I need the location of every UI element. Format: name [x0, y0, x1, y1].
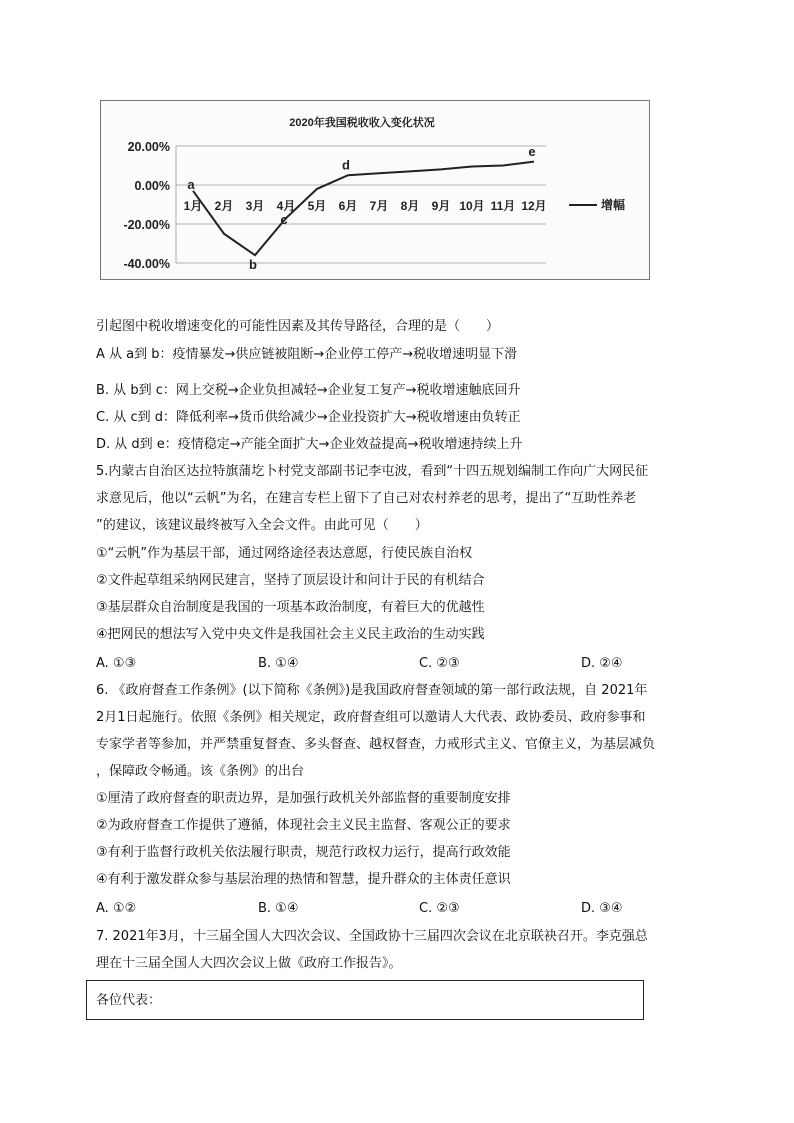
q6-stem-line: 专家学者等参加，并严禁重复督查、多头督查、越权督查，力戒形式主义、官僚主义，为基层减负 — [96, 737, 656, 752]
q5-item: ①“云帆”作为基层干部，通过网络途径表达意愿，行使民族自治权 — [96, 546, 473, 561]
point-label: b — [249, 256, 257, 272]
x-tick-label: 12月 — [521, 199, 547, 213]
q6-choice-d: D. ③④ — [581, 901, 623, 916]
q4-option-b: B. 从 b到 c：网上交税→企业负担减轻→企业复工复产→税收增速触底回升 — [96, 383, 521, 398]
y-tick-label: 0.00% — [134, 179, 170, 193]
x-tick-label: 4月 — [276, 199, 296, 213]
q5-item: ④把网民的想法写入党中央文件是我国社会主义民主政治的生动实践 — [96, 627, 485, 642]
q5-stem-line: 求意见后，他以“云帆”为名，在建言专栏上留下了自己对农村养老的思考，提出了“互助性养老 — [96, 491, 637, 506]
q6-item: ③有利于监督行政机关依法履行职责，规范行政权力运行，提高行政效能 — [96, 845, 511, 860]
q6-stem-line: ，保障政令畅通。该《条例》的出台 — [96, 764, 305, 779]
y-tick-label: -40.00% — [123, 257, 170, 271]
q4-stem: 引起图中税收增速变化的可能性因素及其传导路径，合理的是（ ） — [96, 319, 500, 334]
q6-choice-a: A. ①② — [96, 901, 137, 916]
q5-choice-c: C. ②③ — [419, 656, 460, 671]
point-label: e — [528, 143, 536, 159]
x-tick-label: 11月 — [490, 199, 516, 213]
q6-item: ①厘清了政府督查的职责边界，是加强行政机关外部监督的重要制度安排 — [96, 791, 511, 806]
x-tick-label: 8月 — [400, 199, 420, 213]
q5-choice-a: A. ①③ — [96, 656, 137, 671]
q6-stem-line: 2月1日起施行。依照《条例》相关规定，政府督查组可以邀请人大代表、政协委员、政府参事和 — [96, 710, 646, 725]
x-tick-label: 9月 — [431, 199, 451, 213]
q6-item: ②为政府督查工作提供了遵循，体现社会主义民主监督、客观公正的要求 — [96, 818, 511, 833]
chart-title: 2020年我国税收收入变化状况 — [289, 117, 435, 129]
q5-stem-line: ”的建议，该建议最终被写入全会文件。由此可见（ ） — [96, 518, 428, 533]
q6-item: ④有利于激发群众参与基层治理的热情和智慧，提升群众的主体责任意识 — [96, 872, 511, 887]
q6-choice-c: C. ②③ — [419, 901, 460, 916]
tax-revenue-chart — [100, 100, 650, 280]
q6-stem-line: 6. 《政府督查工作条例》(以下简称《条例》)是我国政府督查领域的第一部行政法规，自 2021年 — [96, 683, 648, 698]
x-tick-label: 1月 — [183, 199, 203, 213]
legend-label: 增幅 — [601, 198, 626, 212]
chart-canvas — [101, 101, 649, 279]
q5-item: ②文件起草组采纳网民建言，坚持了顶层设计和问计于民的有机结合 — [96, 573, 485, 588]
q7-stem-line: 7. 2021年3月，十三届全国人大四次会议、全国政协十三届四次会议在北京联袂召开。李克强总 — [96, 929, 648, 944]
point-label: d — [342, 157, 350, 173]
x-tick-label: 6月 — [338, 199, 358, 213]
q4-option-d: D. 从 d到 e：疫情稳定→产能全面扩大→企业效益提高→税收增速持续上升 — [96, 437, 523, 452]
q4-option-c: C. 从 c到 d：降低利率→货币供给减少→企业投资扩大→税收增速由负转正 — [96, 410, 521, 425]
q7-stem-line: 理在十三届全国人大四次会议上做《政府工作报告》。 — [96, 956, 402, 971]
quote-box — [86, 980, 644, 1020]
point-label: a — [187, 177, 195, 192]
q6-choice-b: B. ①④ — [258, 901, 299, 916]
q5-stem-line: 5.内蒙古自治区达拉特旗蒲圪卜村党支部副书记李屯波，看到“十四五规划编制工作向广大网民征 — [96, 464, 649, 479]
q5-item: ③基层群众自治制度是我国的一项基本政治制度，有着巨大的优越性 — [96, 600, 485, 615]
q5-choice-d: D. ②④ — [581, 656, 623, 671]
x-tick-label: 3月 — [245, 199, 265, 213]
q4-option-a: A 从 a到 b：疫情暴发→供应链被阻断→企业停工停产→税收增速明显下滑 — [96, 347, 518, 362]
y-tick-label: 20.00% — [127, 140, 170, 154]
point-label: c — [280, 212, 288, 228]
x-tick-label: 2月 — [214, 199, 234, 213]
quote-box-text: 各位代表： — [96, 993, 162, 1008]
x-tick-label: 7月 — [369, 199, 389, 213]
x-tick-label: 5月 — [307, 199, 327, 213]
y-tick-label: -20.00% — [123, 218, 170, 232]
x-tick-label: 10月 — [459, 199, 485, 213]
q5-choice-b: B. ①④ — [258, 656, 299, 671]
